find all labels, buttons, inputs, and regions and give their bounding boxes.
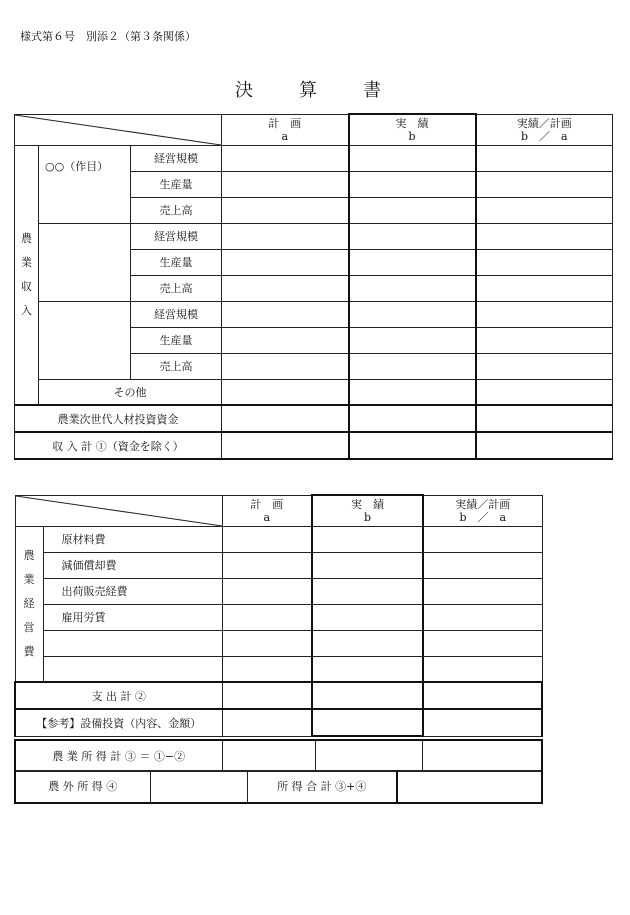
row-label-scale: 経営規模 (131, 301, 222, 327)
plan-cell[interactable] (222, 656, 312, 682)
row-label-blank[interactable] (43, 656, 222, 682)
actual-cell[interactable] (349, 405, 476, 432)
row-label-production: 生産量 (131, 171, 222, 197)
expense-category-label: 農 業 経 営 費 (15, 526, 43, 682)
plan-cell[interactable] (222, 249, 349, 275)
header-plan: 計 画 a (222, 114, 349, 145)
actual-cell[interactable] (312, 578, 423, 604)
actual-cell[interactable] (349, 249, 476, 275)
ratio-cell[interactable] (476, 249, 613, 275)
row-label-farm-income: 農 業 所 得 計 ③ ＝ ①−② (15, 740, 222, 771)
row-label-scale: 経営規模 (131, 145, 222, 171)
row-label-production: 生産量 (131, 327, 222, 353)
row-label-reference: 【参考】設備投資（内容、金額） (15, 709, 222, 736)
plan-cell[interactable] (222, 630, 312, 656)
crop-label: ○○（作目） (39, 145, 131, 223)
actual-cell[interactable] (312, 630, 423, 656)
header-plan: 計 画 a (222, 495, 312, 526)
actual-cell[interactable] (349, 223, 476, 249)
row-label-sales: 売上高 (131, 197, 222, 223)
row-label-income-total: 収 入 計 ①（資金を除く） (15, 432, 222, 459)
row-label-depreciation: 減価償却費 (43, 552, 222, 578)
row-label-sales: 売上高 (131, 275, 222, 301)
ratio-cell[interactable] (476, 353, 613, 379)
actual-cell[interactable] (312, 604, 423, 630)
row-label-labor: 雇用労賃 (43, 604, 222, 630)
plan-cell[interactable] (222, 578, 312, 604)
header-diagonal-cell (15, 114, 222, 145)
crop-label-empty[interactable] (39, 301, 131, 379)
plan-cell[interactable] (222, 552, 312, 578)
ratio-cell[interactable] (423, 552, 542, 578)
ratio-cell[interactable] (476, 145, 613, 171)
farm-income-table (14, 739, 543, 772)
actual-cell[interactable] (349, 379, 476, 405)
plan-cell[interactable] (222, 379, 349, 405)
plan-cell[interactable] (222, 682, 312, 709)
actual-cell[interactable] (312, 552, 423, 578)
ratio-cell[interactable] (476, 379, 613, 405)
plan-cell[interactable] (222, 301, 349, 327)
header-actual: 実 績 b (349, 114, 476, 145)
ratio-cell[interactable] (423, 656, 542, 682)
plan-cell[interactable] (222, 197, 349, 223)
plan-cell[interactable] (222, 275, 349, 301)
crop-label-empty[interactable] (39, 223, 131, 301)
ratio-cell[interactable] (476, 405, 613, 432)
ratio-cell[interactable] (476, 301, 613, 327)
header-actual: 実 績 b (312, 495, 423, 526)
actual-cell[interactable] (349, 301, 476, 327)
plan-cell[interactable] (222, 604, 312, 630)
plan-cell[interactable] (222, 432, 349, 459)
row-label-scale: 経営規模 (131, 223, 222, 249)
plan-cell[interactable] (222, 526, 312, 552)
row-label-sales: 売上高 (131, 353, 222, 379)
row-label-production: 生産量 (131, 249, 222, 275)
ratio-cell[interactable] (422, 740, 542, 771)
actual-cell[interactable] (349, 197, 476, 223)
expense-table (14, 494, 543, 737)
plan-cell[interactable] (222, 709, 312, 736)
header-diagonal-cell (15, 495, 222, 526)
actual-cell[interactable] (349, 432, 476, 459)
actual-cell[interactable] (349, 275, 476, 301)
row-label-blank[interactable] (43, 630, 222, 656)
ratio-cell[interactable] (423, 578, 542, 604)
ratio-cell[interactable] (423, 526, 542, 552)
ratio-cell[interactable] (476, 171, 613, 197)
ratio-cell[interactable] (423, 604, 542, 630)
plan-cell[interactable] (222, 145, 349, 171)
actual-cell[interactable] (312, 656, 423, 682)
plan-cell[interactable] (222, 405, 349, 432)
row-label-non-farm-income: 農 外 所 得 ④ (15, 771, 150, 803)
actual-cell[interactable] (349, 327, 476, 353)
income-table (14, 113, 613, 460)
total-income-value[interactable] (397, 771, 542, 803)
ratio-cell[interactable] (476, 197, 613, 223)
non-farm-income-value[interactable] (150, 771, 247, 803)
plan-cell[interactable] (222, 353, 349, 379)
actual-cell[interactable] (349, 171, 476, 197)
plan-cell[interactable] (222, 171, 349, 197)
header-ratio: 実績／計画 b ／ a (423, 495, 542, 526)
actual-cell[interactable] (349, 145, 476, 171)
form-code: 様式第６号 別添２（第３条関係） (20, 30, 196, 43)
actual-cell[interactable] (349, 353, 476, 379)
plan-cell[interactable] (222, 223, 349, 249)
header-ratio: 実績／計画 b ／ a (476, 114, 613, 145)
row-label-expense-total: 支 出 計 ② (15, 682, 222, 709)
ratio-cell[interactable] (423, 682, 542, 709)
ratio-cell[interactable] (476, 327, 613, 353)
row-label-total-income: 所 得 合 計 ③+④ (247, 771, 397, 803)
ratio-cell[interactable] (476, 432, 613, 459)
total-income-table (14, 770, 543, 804)
row-label-materials: 原材料費 (43, 526, 222, 552)
actual-cell[interactable] (312, 526, 423, 552)
document-title: 決 算 書 (235, 80, 395, 101)
ratio-cell[interactable] (423, 709, 542, 736)
actual-cell[interactable] (312, 709, 423, 736)
row-label-subsidy: 農業次世代人材投資資金 (15, 405, 222, 432)
ratio-cell[interactable] (423, 630, 542, 656)
plan-cell[interactable] (222, 740, 315, 771)
ratio-cell[interactable] (476, 275, 613, 301)
plan-cell[interactable] (222, 327, 349, 353)
ratio-cell[interactable] (476, 223, 613, 249)
row-label-other: その他 (39, 379, 222, 405)
actual-cell[interactable] (312, 682, 423, 709)
actual-cell[interactable] (315, 740, 422, 771)
income-category-label: 農 業 収 入 (15, 145, 39, 405)
row-label-shipping: 出荷販売経費 (43, 578, 222, 604)
